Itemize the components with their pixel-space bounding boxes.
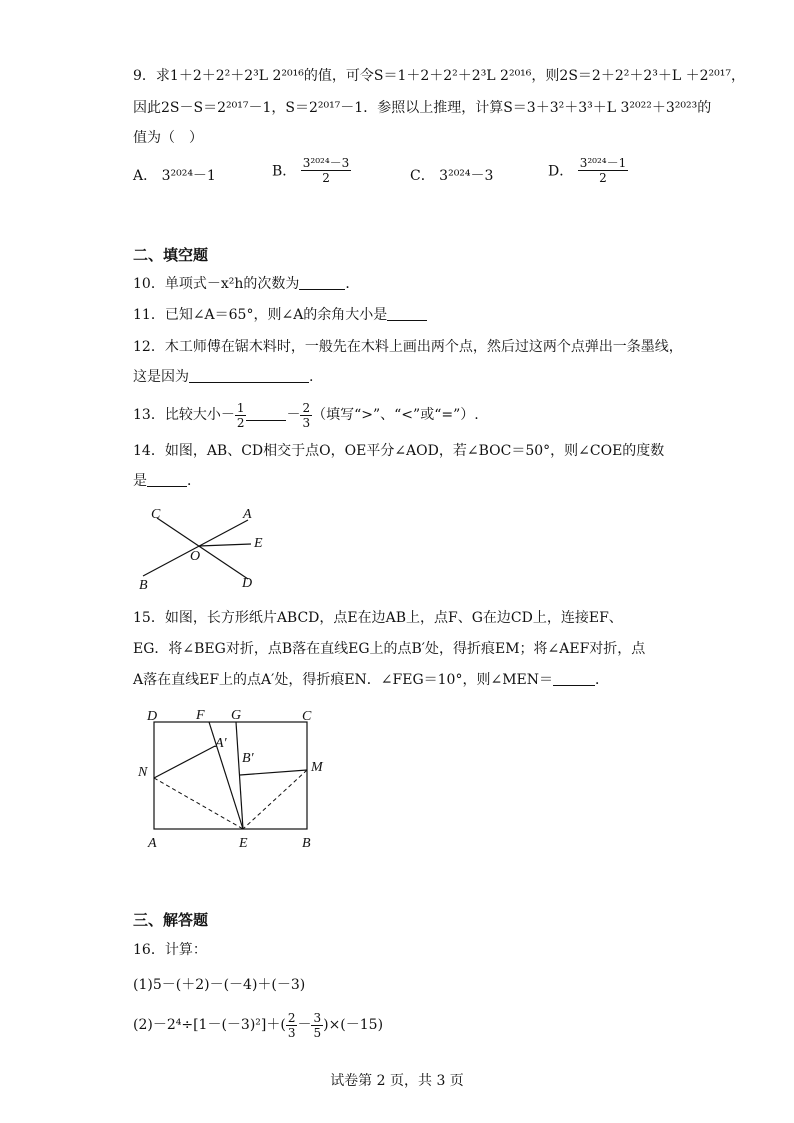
option-d-denominator: 2 [599,171,607,185]
option-d-label: D． [548,163,574,180]
label-c: C [151,507,161,522]
q15-line2: EG．将∠BEG对折，点B落在直线EG上的点B′处，得折痕EM；将∠AEF对折，点 [133,641,646,657]
label-n: N [138,765,148,780]
segment-eg [236,722,243,829]
label-b: B [302,836,311,851]
q16-title: 16．计算： [133,942,207,958]
q12-answer-blank[interactable] [189,368,309,383]
section-3-title: 三、解答题 [133,911,209,929]
q16-f1-den: 3 [287,1025,296,1040]
q9-option-b[interactable] [272,156,351,185]
label-e: E [254,536,263,551]
q15-figure [133,700,343,856]
label-b: B [139,578,148,593]
q14-figure [133,500,283,595]
label-a-prime: A′ [215,736,227,751]
q10-answer-blank[interactable] [299,275,345,290]
q13-f1-num: 1 [236,400,245,415]
q13-prefix: 13．比较大小－ [133,407,235,423]
q10 [133,274,359,294]
label-d: D [147,709,158,724]
q13-f2-num: 2 [302,400,311,415]
label-a: A [148,836,157,851]
q14-answer-blank[interactable] [147,472,187,487]
option-c-label: C． [410,168,435,184]
label-c: C [302,709,312,724]
q14-text: 是 [133,473,147,489]
q16-part2 [133,1006,383,1044]
q11-text: 11．已知∠A＝65°，则∠A的余角大小是 [133,307,388,323]
label-g: G [231,708,242,723]
ray-oe [199,544,251,546]
q16-f1-num: 2 [287,1010,296,1025]
q13-f1-den: 2 [236,415,245,430]
q15-text-end: ． [595,672,609,688]
q9-option-c[interactable] [410,165,493,185]
q16-fraction-1 [286,1011,298,1040]
q16-f2-num: 3 [313,1010,322,1025]
option-b-label: B． [272,163,297,180]
q13-suffix: （填写“>”、“<”或“=”）. [312,407,479,423]
q11 [133,305,427,325]
q16-part1: (1)5－(＋2)－(－4)＋(－3) [133,977,306,993]
q10-text: 10．单项式－x²h的次数为 [133,276,300,292]
q13 [133,398,479,432]
q16-p2-before: (2)－2⁴÷[1－(－3)²]＋( [133,1017,286,1033]
q9-line2: 因此2S－S＝2²⁰¹⁷－1，S＝2²⁰¹⁷－1．参照以上推理，计算S＝3＋3²＋3³＋L 3²⁰²²＋3²⁰²³的 [133,100,712,116]
option-b-denominator: 2 [322,171,330,185]
q16-f2-den: 5 [313,1025,322,1040]
q10-text-end: ． [345,276,360,292]
q9-line1: 9．求1＋2＋2²＋2³L 2²⁰¹⁶的值，可令S＝1＋2＋2²＋2³L 2²⁰¹⁶，则2S＝2＋2²＋2³＋L ＋2²⁰¹⁷， [133,68,745,84]
label-e: E [239,836,248,851]
segment-b-prime-m [240,770,307,775]
label-o: O [190,549,201,564]
q16-minus: － [297,1017,312,1033]
q11-answer-blank[interactable] [387,306,427,321]
option-b-fraction [301,156,352,185]
option-a-expr: 3²⁰²⁴－1 [161,168,216,184]
line-ab [143,520,248,576]
crease-em [243,770,307,829]
q15-text: A落在直线EF上的点A′处，得折痕EN．∠FEG＝10°，则∠MEN＝ [133,672,553,688]
label-d: D [242,576,253,591]
segment-na-prime [154,746,215,778]
q13-answer-blank[interactable] [246,406,286,421]
q15-line1: 15．如图，长方形纸片ABCD，点E在边AB上，点F、G在边CD上，连接EF、 [133,610,623,626]
q14-text-end: ． [187,473,201,489]
label-b-prime: B′ [242,751,254,766]
q16-p2-after: )×(－15) [323,1017,384,1033]
option-b-numerator: 3²⁰²⁴－3 [302,156,350,170]
q9-option-d[interactable] [548,156,628,185]
q13-fraction-2 [300,401,312,430]
q12-text: 这是因为 [133,369,189,385]
label-a: A [243,507,252,522]
q12-line2 [133,367,313,387]
q12-line1: 12．木工师傅在锯木料时，一般先在木料上画出两个点，然后过这两个点弹出一条墨线， [133,339,683,355]
option-a-label: A． [133,168,158,184]
q13-fraction-1 [235,401,247,430]
option-d-numerator: 3²⁰²⁴－1 [579,156,627,170]
q16-fraction-2 [311,1011,323,1040]
q15-answer-blank[interactable] [553,671,595,686]
q13-f2-den: 3 [302,415,311,430]
rectangle-abcd [154,722,307,829]
label-f: F [196,708,205,723]
q13-minus: － [286,407,301,423]
label-m: M [311,760,323,775]
page-footer: 试卷第 2 页，共 3 页 [330,1073,464,1089]
option-c-expr: 3²⁰²⁴－3 [439,168,494,184]
q14-line2 [133,471,201,491]
q12-text-end: . [309,369,314,385]
section-2-title: 二、填空题 [133,246,209,264]
q15-line3 [133,670,609,690]
option-d-fraction [578,156,629,185]
q14-line1: 14．如图，AB、CD相交于点O，OE平分∠AOD，若∠BOC＝50°，则∠COE的度数 [133,443,665,459]
q9-option-a[interactable] [133,165,216,185]
q9-line3: 值为（ ） [133,130,203,146]
